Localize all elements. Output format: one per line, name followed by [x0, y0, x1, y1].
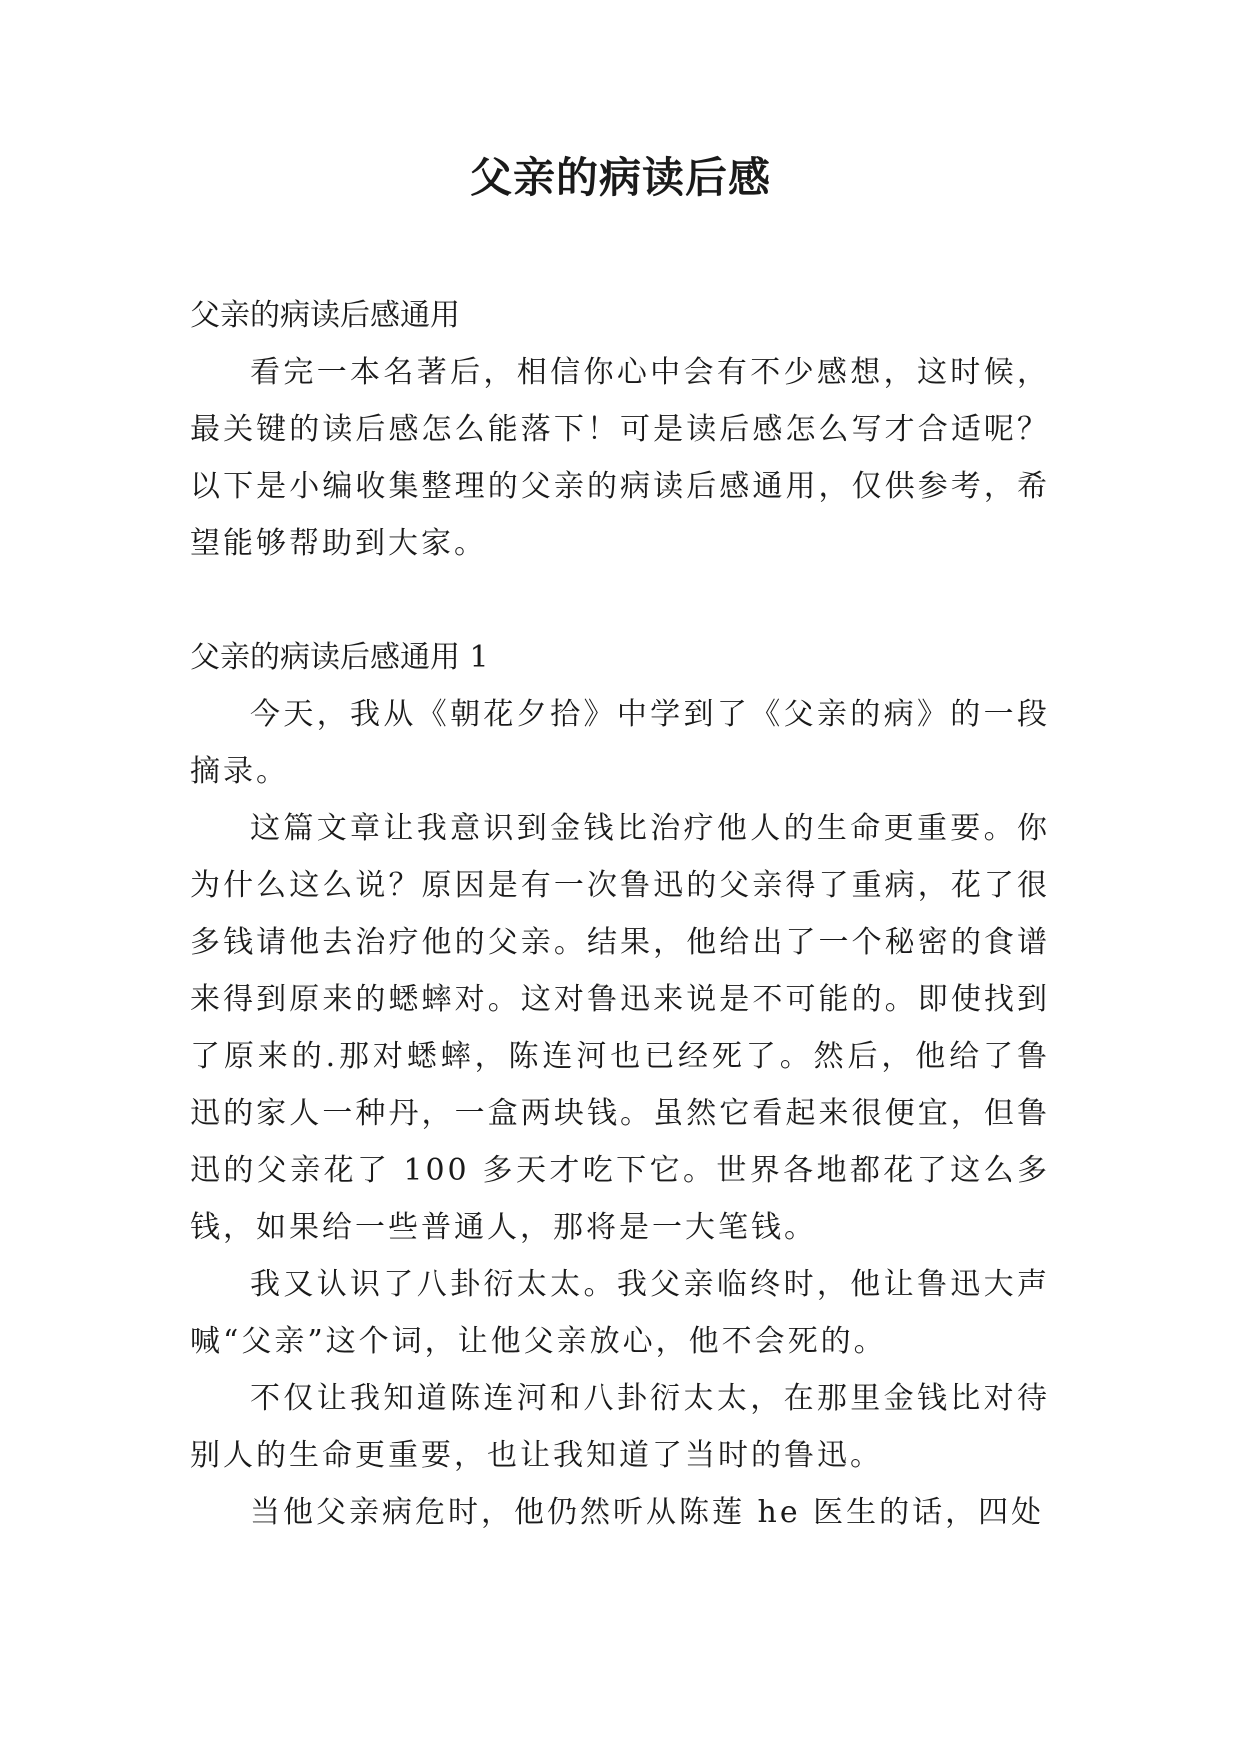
document-body: [190, 287, 1050, 1541]
document-title: 父亲的病读后感: [469, 153, 771, 202]
intro-heading: 父亲的病读后感通用: [190, 298, 460, 333]
body-paragraph: 不仅让我知道陈连河和八卦衍太太，在那里金钱比对待别人的生命更重要，也让我知道了当时的鲁迅。: [190, 1381, 1050, 1473]
body-paragraph: 这篇文章让我意识到金钱比治疗他人的生命更重要。你为什么这么说？原因是有一次鲁迅的父亲得了重病，花了很多钱请他去治疗他的父亲。结果，他给出了一个秘密的食谱来得到原来的蟋蟀对。这对鲁迅来说是不可能的。即使找到了原来的.那对蟋蟀，陈连河也已经死了。然后，他给了鲁迅的家人一种丹，一盒两块钱。虽然它看起来很便宜，但鲁迅的父亲花了 100 多天才吃下它。世界各地都花了这么多钱，如果给一些普通人，那将是一大笔钱。: [190, 811, 1050, 1245]
body-paragraph: 我又认识了八卦衍太太。我父亲临终时，他让鲁迅大声喊“父亲”这个词，让他父亲放心，他不会死的。: [190, 1267, 1050, 1359]
body-paragraph: 当他父亲病危时，他仍然听从陈莲 he 医生的话，四处: [250, 1495, 1045, 1530]
intro-paragraph: 看完一本名著后，相信你心中会有不少感想，这时候，最关键的读后感怎么能落下！可是读后感怎么写才合适呢？以下是小编收集整理的父亲的病读后感通用，仅供参考，希望能够帮助到大家。: [190, 355, 1050, 561]
section-heading: 父亲的病读后感通用 1: [190, 640, 489, 675]
body-paragraph: 今天，我从《朝花夕拾》中学到了《父亲的病》的一段摘录。: [190, 697, 1050, 789]
section-spacer: [190, 572, 1050, 629]
